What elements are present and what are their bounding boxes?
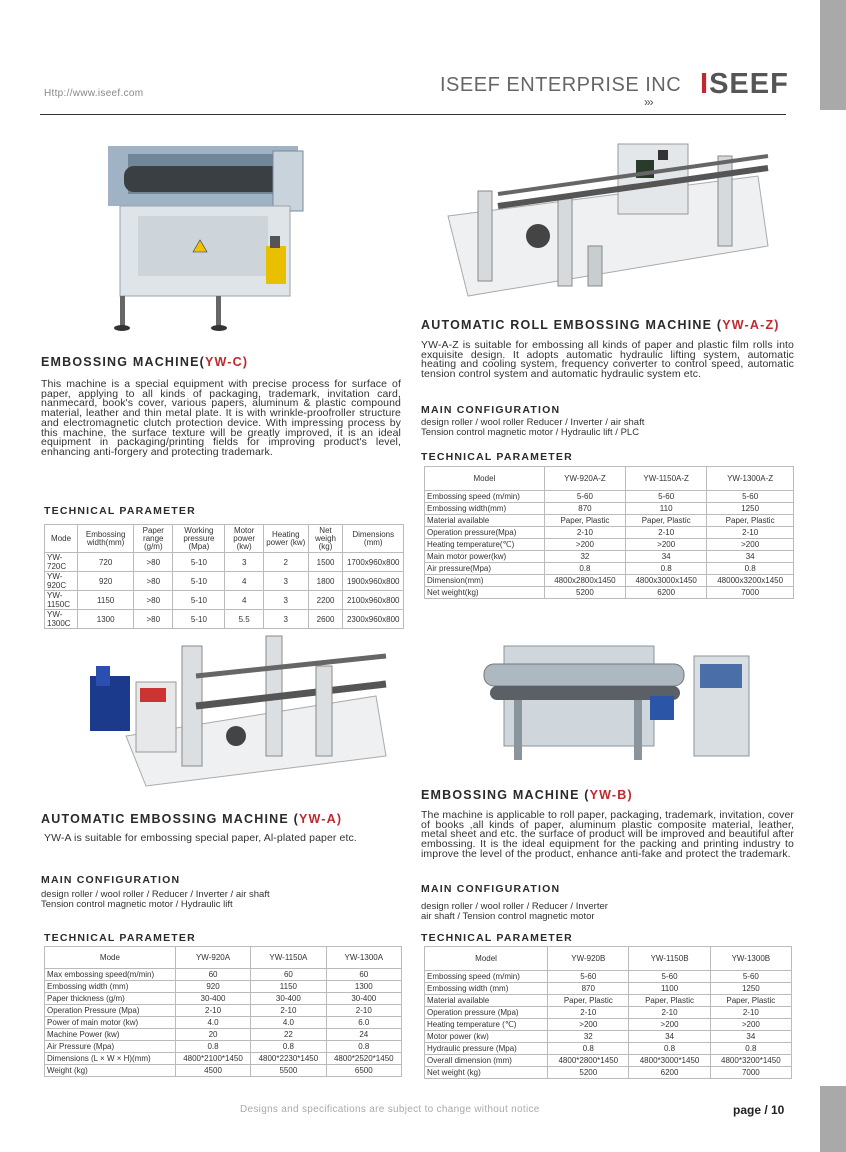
table-cell: Air Pressure (Mpa) [45, 1041, 176, 1053]
table-row [45, 591, 404, 610]
table-cell: 2-10 [548, 1007, 629, 1019]
table-cell: Net weight(kg) [425, 587, 545, 599]
table-row [425, 1043, 792, 1055]
table-cell: 0.8 [707, 563, 794, 575]
table-cell: Air pressure(Mpa) [425, 563, 545, 575]
table-cell: >200 [544, 539, 625, 551]
table-cell: 4800x2800x1450 [544, 575, 625, 587]
table-header-cell: YW-920B [548, 947, 629, 971]
table-cell: 1150 [251, 981, 326, 993]
yw-a-z-param-title: TECHNICAL PARAMETER [421, 451, 573, 463]
table-cell: >80 [134, 572, 173, 591]
header-divider [40, 114, 786, 115]
double-chevron-icon: »› [644, 95, 653, 109]
table-cell: Motor power (kw) [425, 1031, 548, 1043]
disclaimer-note: Designs and specifications are subject to change without notice [240, 1104, 540, 1115]
table-row [45, 1017, 402, 1029]
table-cell: 5-10 [173, 610, 225, 629]
table-cell: Material available [425, 515, 545, 527]
company-name: ISEEF ENTERPRISE INC [440, 74, 682, 96]
table-cell: 0.8 [710, 1043, 791, 1055]
table-cell: 2 [263, 553, 308, 572]
yw-a-param-table [44, 946, 402, 1077]
table-cell: 4 [225, 591, 264, 610]
table-cell: Paper, Plastic [548, 995, 629, 1007]
table-header-cell: Model [425, 467, 545, 491]
table-cell: 5-60 [629, 971, 710, 983]
yw-a-config-line-2: Tension control magnetic motor / Hydraulic lift [41, 899, 233, 910]
table-cell: Max embossing speed(m/min) [45, 969, 176, 981]
yw-a-z-config-line-1: design roller / wool roller Reducer / Inverter / air shaft [421, 417, 645, 428]
table-row [45, 553, 404, 572]
table-cell: Dimension(mm) [425, 575, 545, 587]
table-cell: 4500 [175, 1065, 250, 1077]
table-cell: 5-10 [173, 553, 225, 572]
table-cell: 2-10 [251, 1005, 326, 1017]
yw-b-config-line-2: air shaft / Tension control magnetic motor [421, 911, 595, 922]
table-cell: 24 [326, 1029, 401, 1041]
table-cell: 6200 [626, 587, 707, 599]
table-cell: 1250 [710, 983, 791, 995]
table-cell: Hydraulic pressure (Mpa) [425, 1043, 548, 1055]
table-cell: YW-720C [45, 553, 78, 572]
table-cell: 0.8 [548, 1043, 629, 1055]
yw-c-machine-photo [98, 126, 324, 338]
table-cell: 0.8 [175, 1041, 250, 1053]
table-row [425, 575, 794, 587]
yw-b-config-line-1: design roller / wool roller / Reducer / Inverter [421, 901, 608, 912]
table-cell: 2-10 [629, 1007, 710, 1019]
yw-c-param-table [44, 524, 404, 629]
table-cell: Net weight (kg) [425, 1067, 548, 1079]
table-cell: 5-60 [548, 971, 629, 983]
table-header-cell: Paper range (g/m) [134, 525, 173, 553]
table-cell: 5-10 [173, 591, 225, 610]
yw-a-z-machine-photo [438, 136, 778, 306]
table-header-cell: YW-1300B [710, 947, 791, 971]
table-header-cell: YW-1150A [251, 947, 326, 969]
table-cell: 3 [225, 553, 264, 572]
page-number: page / 10 [733, 1103, 785, 1117]
table-cell: 1500 [308, 553, 343, 572]
table-cell: >200 [629, 1019, 710, 1031]
table-cell: 2-10 [710, 1007, 791, 1019]
table-row [45, 969, 402, 981]
table-cell: 2200 [308, 591, 343, 610]
table-cell: 0.8 [326, 1041, 401, 1053]
yw-c-title: EMBOSSING MACHINE(YW-C) [41, 355, 249, 369]
yw-a-machine-photo [86, 626, 392, 792]
table-header-cell: Embossing width(mm) [78, 525, 134, 553]
table-cell: 2-10 [175, 1005, 250, 1017]
table-cell: YW-1150C [45, 591, 78, 610]
table-cell: 2600 [308, 610, 343, 629]
table-cell: 60 [326, 969, 401, 981]
yw-b-description: The machine is applicable to roll paper, packaging, trademark, invitation, cover of books ,all kinds of paper, aluminum plastic composite material, leather, metal sheet and etc. the surface of product will be improved and beautiful after embossing. It is the ideal equipment for the packing and printing industry to improve the level of the product, enhance anti-fake and protect the trademark. [421, 809, 794, 860]
table-cell: Dimensions (L × W × H)(mm) [45, 1053, 176, 1065]
table-header-cell: YW-1150B [629, 947, 710, 971]
table-cell: 920 [78, 572, 134, 591]
table-cell: Heating temperature(℃) [425, 539, 545, 551]
table-cell: 30-400 [175, 993, 250, 1005]
table-cell: >80 [134, 610, 173, 629]
table-cell: Operation pressure(Mpa) [425, 527, 545, 539]
table-header-row [45, 947, 402, 969]
table-row [425, 995, 792, 1007]
table-header-cell: Mode [45, 525, 78, 553]
table-row [45, 572, 404, 591]
table-cell: YW-1300C [45, 610, 78, 629]
yw-b-machine-photo [474, 636, 754, 768]
table-cell: 720 [78, 553, 134, 572]
table-cell: 0.8 [629, 1043, 710, 1055]
table-header-cell: Working pressure (Mpa) [173, 525, 225, 553]
table-row [45, 1005, 402, 1017]
table-cell: 4800*3000*1450 [629, 1055, 710, 1067]
table-cell: Operation pressure (Mpa) [425, 1007, 548, 1019]
table-cell: 5200 [544, 587, 625, 599]
table-cell: 3 [263, 610, 308, 629]
table-row [425, 551, 794, 563]
table-cell: 0.8 [544, 563, 625, 575]
table-row [425, 491, 794, 503]
table-cell: Embossing width (mm) [425, 983, 548, 995]
yw-b-title: EMBOSSING MACHINE (YW-B) [421, 788, 633, 802]
table-row [425, 971, 792, 983]
table-cell: Paper, Plastic [626, 515, 707, 527]
side-tab-bottom [820, 1086, 846, 1152]
yw-a-description: YW-A is suitable for embossing special paper, Al-plated paper etc. [44, 832, 357, 844]
table-cell: >200 [626, 539, 707, 551]
table-cell: 60 [251, 969, 326, 981]
table-cell: 4800*2800*1450 [548, 1055, 629, 1067]
table-header-cell: YW-920A-Z [544, 467, 625, 491]
table-cell: 2-10 [626, 527, 707, 539]
table-cell: Machine Power (kw) [45, 1029, 176, 1041]
table-cell: 30-400 [251, 993, 326, 1005]
table-cell: Paper, Plastic [710, 995, 791, 1007]
table-header-row [425, 947, 792, 971]
table-row [425, 539, 794, 551]
table-cell: YW-920C [45, 572, 78, 591]
yw-a-z-config-line-2: Tension control magnetic motor / Hydraulic lift / PLC [421, 427, 640, 438]
table-row [45, 981, 402, 993]
table-cell: Embossing speed (m/min) [425, 491, 545, 503]
table-cell: 32 [544, 551, 625, 563]
table-cell: 5-60 [626, 491, 707, 503]
table-cell: 3 [263, 591, 308, 610]
table-row [425, 563, 794, 575]
yw-c-param-title: TECHNICAL PARAMETER [44, 505, 196, 517]
table-row [425, 983, 792, 995]
table-header-row [45, 525, 404, 553]
table-cell: 0.8 [251, 1041, 326, 1053]
table-cell: Overall dimension (mm) [425, 1055, 548, 1067]
table-row [425, 1007, 792, 1019]
yw-a-title: AUTOMATIC EMBOSSING MACHINE (YW-A) [41, 812, 343, 826]
table-cell: >80 [134, 553, 173, 572]
table-cell: 32 [548, 1031, 629, 1043]
yw-c-description: This machine is a special equipment with precise process for surface of paper, applying to all kinds of packaging, trademark, invitation card, nanmecard, book's cover, various papers, aluminum & plastic compound material, leather and thin metal plate. It is with wrinkle-proofroller structure and electromagnetic clutch protection device. With impressing process by this machine, the surface texture will be greatly improved, it is an ideal equipment in packaging/printing fields for improving product's level, enhancing anti-forgery and protecting trademark. [41, 378, 401, 458]
table-row [425, 1031, 792, 1043]
table-cell: 2-10 [544, 527, 625, 539]
table-cell: 34 [629, 1031, 710, 1043]
table-cell: 2-10 [707, 527, 794, 539]
yw-a-z-description: YW-A-Z is suitable for embossing all kinds of paper and plastic film rolls into exquisite design. It adopts automatic hydraulic lifting system, automatic heating and cooling system, frequency converter to control speed, automatic tension control system and automatic hydraulic system etc. [421, 339, 794, 381]
table-cell: 4.0 [175, 1017, 250, 1029]
table-cell: 1800 [308, 572, 343, 591]
table-row [45, 1053, 402, 1065]
table-header-cell: Motor power (kw) [225, 525, 264, 553]
table-header-cell: Heating power (kw) [263, 525, 308, 553]
table-cell: Heating temperature (℃) [425, 1019, 548, 1031]
table-cell: 2-10 [326, 1005, 401, 1017]
table-cell: 1150 [78, 591, 134, 610]
table-cell: 1100 [629, 983, 710, 995]
table-row [45, 1065, 402, 1077]
yw-a-config-line-1: design roller / wool roller / Reducer / Inverter / air shaft [41, 889, 270, 900]
yw-a-z-config-title: MAIN CONFIGURATION [421, 404, 561, 416]
table-cell: 4800*2230*1450 [251, 1053, 326, 1065]
yw-a-z-param-table [424, 466, 794, 599]
table-cell: 5200 [548, 1067, 629, 1079]
table-cell: Paper, Plastic [544, 515, 625, 527]
table-row [45, 993, 402, 1005]
table-row [425, 1019, 792, 1031]
table-row [45, 1029, 402, 1041]
table-cell: 1900x960x800 [343, 572, 404, 591]
table-row [425, 515, 794, 527]
table-header-cell: Dimensions (mm) [343, 525, 404, 553]
table-cell: 1700x960x800 [343, 553, 404, 572]
yw-a-param-title: TECHNICAL PARAMETER [44, 932, 196, 944]
table-cell: 920 [175, 981, 250, 993]
table-header-cell: YW-1300A [326, 947, 401, 969]
table-row [45, 1041, 402, 1053]
table-cell: 3 [263, 572, 308, 591]
table-cell: 7000 [707, 587, 794, 599]
yw-a-config-title: MAIN CONFIGURATION [41, 874, 181, 886]
table-cell: 1300 [78, 610, 134, 629]
table-header-cell: Net weigh (kg) [308, 525, 343, 553]
table-cell: Operation Pressure (Mpa) [45, 1005, 176, 1017]
table-header-cell: YW-1150A-Z [626, 467, 707, 491]
table-cell: Main motor power(kw) [425, 551, 545, 563]
table-cell: Paper, Plastic [629, 995, 710, 1007]
table-cell: 60 [175, 969, 250, 981]
table-header-row [425, 467, 794, 491]
table-cell: Weight (kg) [45, 1065, 176, 1077]
table-cell: 0.8 [626, 563, 707, 575]
table-cell: 6.0 [326, 1017, 401, 1029]
table-cell: 4800x3000x1450 [626, 575, 707, 587]
table-cell: 110 [626, 503, 707, 515]
table-header-cell: Model [425, 947, 548, 971]
iseef-logo: ISEEF [700, 68, 789, 100]
table-cell: 34 [626, 551, 707, 563]
table-row [425, 1067, 792, 1079]
table-cell: Power of main motor (kw) [45, 1017, 176, 1029]
table-cell: 34 [710, 1031, 791, 1043]
yw-a-z-title: AUTOMATIC ROLL EMBOSSING MACHINE (YW-A-Z) [421, 318, 780, 332]
table-cell: 5500 [251, 1065, 326, 1077]
table-cell: 1300 [326, 981, 401, 993]
table-cell: 5-60 [707, 491, 794, 503]
table-cell: Embossing width (mm) [45, 981, 176, 993]
table-header-cell: YW-1300A-Z [707, 467, 794, 491]
table-cell: 5-60 [710, 971, 791, 983]
table-cell: 1250 [707, 503, 794, 515]
table-cell: Paper, Plastic [707, 515, 794, 527]
table-cell: 870 [548, 983, 629, 995]
table-row [425, 1055, 792, 1067]
table-row [425, 527, 794, 539]
yw-b-param-title: TECHNICAL PARAMETER [421, 932, 573, 944]
table-cell: >200 [707, 539, 794, 551]
table-cell: 6500 [326, 1065, 401, 1077]
side-tab-top [820, 0, 846, 110]
table-cell: >200 [548, 1019, 629, 1031]
table-cell: 20 [175, 1029, 250, 1041]
table-cell: 4 [225, 572, 264, 591]
table-cell: >200 [710, 1019, 791, 1031]
yw-b-param-table [424, 946, 792, 1079]
table-cell: >80 [134, 591, 173, 610]
table-cell: Embossing width(mm) [425, 503, 545, 515]
table-cell: 4800*2520*1450 [326, 1053, 401, 1065]
table-cell: Embossing speed (m/min) [425, 971, 548, 983]
table-cell: 22 [251, 1029, 326, 1041]
table-cell: 6200 [629, 1067, 710, 1079]
table-header-cell: Mode [45, 947, 176, 969]
website-url[interactable]: Http://www.iseef.com [44, 88, 144, 99]
table-cell: 30-400 [326, 993, 401, 1005]
table-header-cell: YW-920A [175, 947, 250, 969]
table-cell: 7000 [710, 1067, 791, 1079]
table-cell: 2100x960x800 [343, 591, 404, 610]
table-cell: 4800*2100*1450 [175, 1053, 250, 1065]
table-cell: 5-10 [173, 572, 225, 591]
table-cell: Material available [425, 995, 548, 1007]
table-row [425, 587, 794, 599]
table-row [425, 503, 794, 515]
table-cell: 870 [544, 503, 625, 515]
table-cell: 48000x3200x1450 [707, 575, 794, 587]
table-cell: 4.0 [251, 1017, 326, 1029]
table-cell: 5.5 [225, 610, 264, 629]
table-cell: 4800*3200*1450 [710, 1055, 791, 1067]
table-cell: 5-60 [544, 491, 625, 503]
yw-b-config-title: MAIN CONFIGURATION [421, 883, 561, 895]
table-cell: 34 [707, 551, 794, 563]
table-cell: Paper thickness (g/m) [45, 993, 176, 1005]
table-cell: 2300x960x800 [343, 610, 404, 629]
